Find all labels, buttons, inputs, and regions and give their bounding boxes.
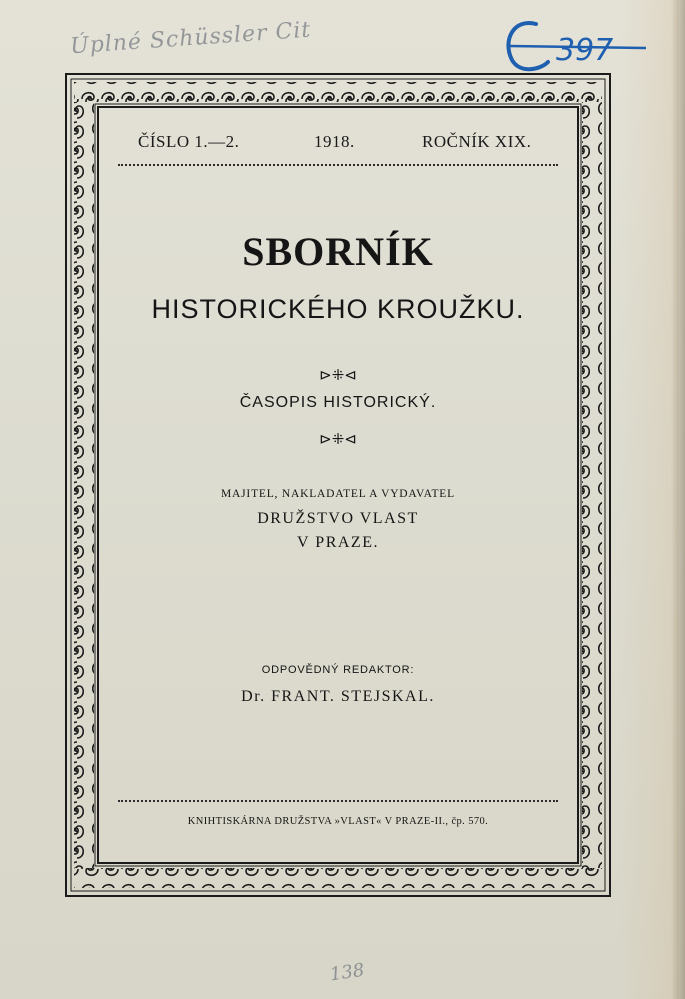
bottom-dotted-rule xyxy=(118,800,558,806)
publisher-city: V PRAZE. xyxy=(297,534,379,551)
issue-year: 1918. xyxy=(314,132,355,151)
journal-type: ČASOPIS HISTORICKÝ. xyxy=(239,394,437,411)
top-dotted-rule xyxy=(118,164,558,170)
publisher-label: MAJITEL, NAKLADATEL A VYDAVATEL xyxy=(221,488,455,500)
ornament-divider: ⊳⁜⊲ xyxy=(319,368,357,384)
publisher-name: DRUŽSTVO VLAST xyxy=(257,510,419,527)
issue-number: ČÍSLO 1.—2. xyxy=(138,132,240,151)
shelf-mark-number: 397 xyxy=(556,33,614,68)
handwritten-page-number: 138 xyxy=(328,959,366,986)
subtitle: HISTORICKÉHO KROUŽKU. xyxy=(151,294,525,324)
issue-volume: ROČNÍK XIX. xyxy=(422,132,532,151)
title-block xyxy=(100,110,576,870)
editor-name: Dr. FRANT. STEJSKAL. xyxy=(241,688,435,705)
handwritten-note: Úplné Schüssler Cit xyxy=(69,17,313,60)
main-title: SBORNÍK xyxy=(242,229,434,274)
editor-label: ODPOVĚDNÝ REDAKTOR: xyxy=(261,664,415,676)
printer-imprint: KNIHTISKÁRNA DRUŽSTVA »VLAST« V PRAZE-II., čp. 570. xyxy=(187,816,489,827)
ornament-divider: ⊳⁜⊲ xyxy=(319,432,357,448)
